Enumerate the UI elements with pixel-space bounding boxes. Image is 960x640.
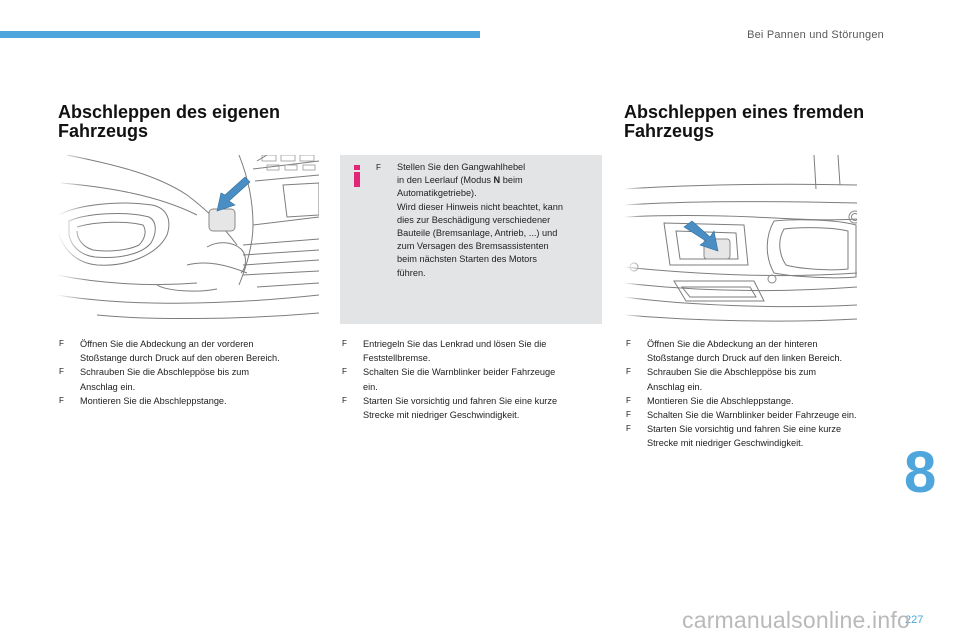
steps-other-vehicle bbox=[626, 337, 896, 451]
info-box bbox=[340, 155, 602, 324]
bullet-arrow-icon: F bbox=[342, 395, 347, 405]
heading-other-vehicle bbox=[624, 103, 864, 141]
item-line: Feststellbremse. bbox=[363, 353, 431, 364]
rear-bumper-illustration bbox=[624, 155, 857, 326]
item-line: Starten Sie vorsichtig und fahren Sie eine kurze bbox=[647, 424, 842, 435]
info-line: dies zur Beschädigung verschiedener bbox=[397, 214, 551, 225]
info-line: führen. bbox=[397, 267, 426, 278]
item-line: Schalten Sie die Warnblinker beider Fahrzeuge ein. bbox=[647, 410, 857, 421]
item-line: Schalten Sie die Warnblinker beider Fahrzeuge bbox=[363, 367, 556, 378]
item-line: Öffnen Sie die Abdeckung an der hinteren bbox=[647, 339, 818, 349]
list-item bbox=[626, 337, 896, 365]
bullet-arrow-icon: F bbox=[626, 367, 631, 377]
info-bullet-item bbox=[376, 161, 598, 280]
bullet-arrow-icon: F bbox=[626, 410, 631, 420]
item-text bbox=[647, 365, 816, 393]
item-text bbox=[647, 422, 841, 450]
bullet-arrow-icon: F bbox=[626, 424, 631, 434]
list-item bbox=[626, 394, 896, 408]
item-line: Anschlag ein. bbox=[80, 381, 136, 392]
info-lines bbox=[397, 161, 563, 280]
item-line: Anschlag ein. bbox=[647, 381, 703, 392]
item-text bbox=[80, 337, 280, 365]
item-line: Starten Sie vorsichtig und fahren Sie eine kurze bbox=[363, 395, 558, 406]
list-item bbox=[342, 365, 602, 393]
rear-bumper-drawing bbox=[624, 155, 857, 326]
item-line: Montieren Sie die Abschleppstange. bbox=[647, 395, 794, 406]
info-line: Stellen Sie den Gangwahlhebel bbox=[397, 162, 526, 172]
bullet-arrow-icon: F bbox=[342, 339, 347, 348]
list-item bbox=[342, 337, 602, 365]
item-text bbox=[363, 394, 557, 422]
info-line-mode bbox=[397, 174, 563, 187]
info-line: zum Versagen des Bremsassistenten bbox=[397, 241, 549, 252]
info-line: Automatikgetriebe). bbox=[397, 188, 477, 199]
item-line: Öffnen Sie die Abdeckung an der vorderen bbox=[80, 339, 254, 349]
steps-middle bbox=[342, 337, 602, 422]
info-line-part: in den Leerlauf (Modus bbox=[397, 175, 494, 186]
heading-own-vehicle bbox=[58, 103, 280, 141]
item-text bbox=[647, 408, 857, 422]
item-line: Schrauben Sie die Abschleppöse bis zum bbox=[647, 367, 817, 378]
item-text bbox=[363, 365, 555, 393]
item-text bbox=[647, 337, 842, 365]
front-bumper-drawing bbox=[57, 155, 319, 326]
item-text bbox=[80, 394, 227, 408]
section-title: Bei Pannen und Störungen bbox=[747, 29, 884, 41]
info-line: beim nächsten Starten des Motors bbox=[397, 254, 537, 265]
list-item bbox=[59, 394, 329, 408]
watermark: carmanualsonline.info bbox=[682, 607, 910, 633]
steps-own-vehicle bbox=[59, 337, 329, 408]
item-line: ein. bbox=[363, 381, 378, 392]
item-text bbox=[363, 337, 546, 365]
item-line: Montieren Sie die Abschleppstange. bbox=[80, 395, 227, 406]
page-number: 227 bbox=[905, 614, 924, 626]
chapter-number: 8 bbox=[904, 440, 937, 505]
item-line: Strecke mit niedriger Geschwindigkeit. bbox=[363, 410, 520, 421]
item-text bbox=[80, 365, 249, 393]
item-line: Strecke mit niedriger Geschwindigkeit. bbox=[647, 438, 804, 449]
item-line: Schrauben Sie die Abschleppöse bis zum bbox=[80, 367, 250, 378]
heading-line: Fahrzeugs bbox=[58, 121, 149, 141]
bullet-arrow-icon: F bbox=[376, 163, 381, 172]
bullet-arrow-icon: F bbox=[59, 339, 64, 348]
bullet-arrow-icon: F bbox=[59, 367, 64, 377]
info-line-part: beim bbox=[500, 175, 523, 186]
heading-line: Fahrzeugs bbox=[624, 121, 715, 141]
list-item bbox=[59, 337, 329, 365]
info-line: Wird dieser Hinweis nicht beachtet, kann bbox=[397, 201, 563, 212]
item-text bbox=[647, 394, 794, 408]
info-line: Bauteile (Bremsanlage, Antrieb, ...) und bbox=[397, 228, 558, 239]
info-icon-stem bbox=[354, 172, 360, 187]
list-item bbox=[626, 408, 896, 422]
heading-line: Abschleppen eines fremden bbox=[624, 102, 865, 122]
item-line: Entriegeln Sie das Lenkrad und lösen Sie die bbox=[363, 339, 547, 349]
list-item bbox=[626, 365, 896, 393]
mode-letter: N bbox=[493, 175, 501, 186]
bullet-arrow-icon: F bbox=[59, 395, 64, 405]
list-item bbox=[626, 422, 896, 450]
item-line: Stoßstange durch Druck auf den linken Bereich. bbox=[647, 353, 843, 364]
list-item bbox=[342, 394, 602, 422]
bullet-arrow-icon: F bbox=[626, 339, 631, 348]
info-icon-dot bbox=[354, 165, 360, 170]
top-accent-bar bbox=[0, 31, 480, 38]
item-line: Stoßstange durch Druck auf den oberen Bereich. bbox=[80, 353, 280, 364]
front-bumper-illustration bbox=[57, 155, 319, 326]
bullet-arrow-icon: F bbox=[342, 367, 347, 377]
bullet-arrow-icon: F bbox=[626, 395, 631, 405]
info-icon bbox=[352, 165, 362, 187]
list-item bbox=[59, 365, 329, 393]
info-text bbox=[376, 161, 598, 280]
heading-line: Abschleppen des eigenen bbox=[58, 102, 281, 122]
